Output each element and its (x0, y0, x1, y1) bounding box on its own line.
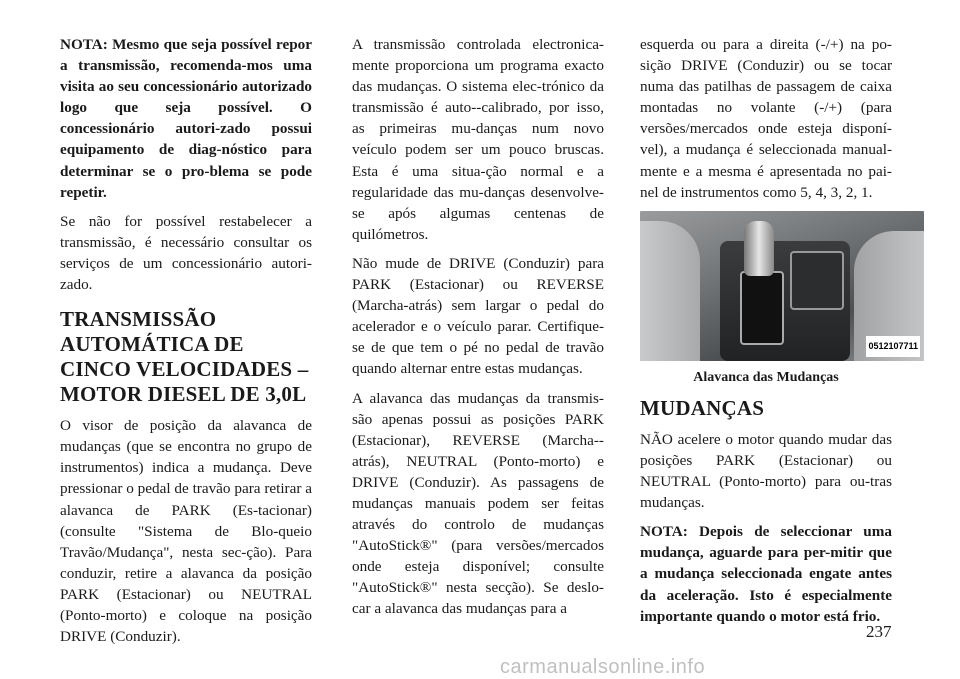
note-paragraph: NOTA: Mesmo que seja possível repor a transmissão, recomenda-mos uma visita ao seu concessionário autorizado logo que seja possível. O concessionário autori-zado possui equipamento de diag-nóstico para determinar se o pro-blema se pode repetir. (60, 36, 312, 201)
section-heading: TRANSMISSÃO AUTOMÁTICA DE CINCO VELOCIDADES – MOTOR DIESEL DE 3,0L (60, 307, 309, 407)
body-paragraph: Se não for possível restabelecer a transmissão, é necessário consultar os serviços de um concessionário autori-zado. (60, 212, 312, 294)
body-paragraph: A transmissão controlada electronica-mente proporciona um programa exacto das mudanças. O sistema elec-trónico da transmissão é auto--calibrado, por isso, as primeiras mu-danças num novo veículo podem ser um pouco bruscas. Esta é uma situa-ção normal e a regularidade das mu-danças desenvolve-se após algumas centenas de quilómetros. (352, 36, 604, 243)
body-paragraph: Não mude de DRIVE (Conduzir) para PARK (Estacionar) ou REVERSE (Marcha-atrás) sem largar o pedal do acelerador e o veículo parar. Certifique-se de que tem o pé no pedal de travão quando alternar entre estas mudanças. (352, 254, 604, 378)
figure-code: 0512107711 (866, 336, 920, 357)
column-1 (60, 34, 312, 655)
body-paragraph: esquerda ou para a direita (-/+) na po-sição DRIVE (Conduzir) ou se tocar numa das patilhas de passagem de caixa montadas no volante (-/+) (para versões/mercados onde esteja disponí-vel), a mudança é seleccionada manual-mente e a mesma é apresentada no pai-nel de instrumentos como 5, 4, 3, 2, 1. (640, 36, 892, 201)
page-number: 237 (866, 622, 892, 641)
figure-caption: Alavanca das Mudanças (693, 369, 839, 385)
gear-lever-knob (744, 221, 774, 276)
column-2 (352, 34, 604, 628)
watermark: carmanualsonline.info (500, 656, 706, 678)
gear-lever-photo (640, 211, 924, 361)
column-3 (640, 34, 918, 635)
shifter-gate (740, 271, 784, 345)
seat-left (640, 221, 700, 361)
body-paragraph: A alavanca das mudanças da transmis-são apenas possui as posições PARK (Estacionar), REVERSE (Marcha--atrás), NEUTRAL (Ponto-morto) e DRIVE (Conduzir). As passagens de mudanças manuais podem ser feitas através do controlo de mudanças "AutoStick®" (para versões/mercados onde esteja disponível; consulte "AutoStick®" nesta secção). Se deslo-car a alavanca das mudanças para a (352, 389, 604, 618)
body-paragraph: NÃO acelere o motor quando mudar das posições PARK (Estacionar) ou NEUTRAL (Ponto-morto) para ou-tras mudanças. (640, 430, 892, 512)
note-paragraph: NOTA: Depois de seleccionar uma mudança, aguarde para per-mitir que a mudança seleccionada engate antes da aceleração. Isto é especialmente importante quando o motor está frio. (640, 523, 892, 625)
console-tray (790, 251, 844, 310)
section-heading: MUDANÇAS (640, 395, 765, 420)
body-paragraph: O visor de posição da alavanca de mudanças (que se encontra no grupo de instrumentos) indica a mudança. Deve pressionar o pedal de travão para retirar a alavanca de PARK (Es-tacionar) (consulte "Sistema de Blo-queio Travão/Mudança", nesta sec-ção). Para conduzir, retire a alavanca da posição PARK (Estacionar) ou NEUTRAL (Ponto-morto) e coloque na posição DRIVE (Conduzir). (60, 417, 312, 646)
